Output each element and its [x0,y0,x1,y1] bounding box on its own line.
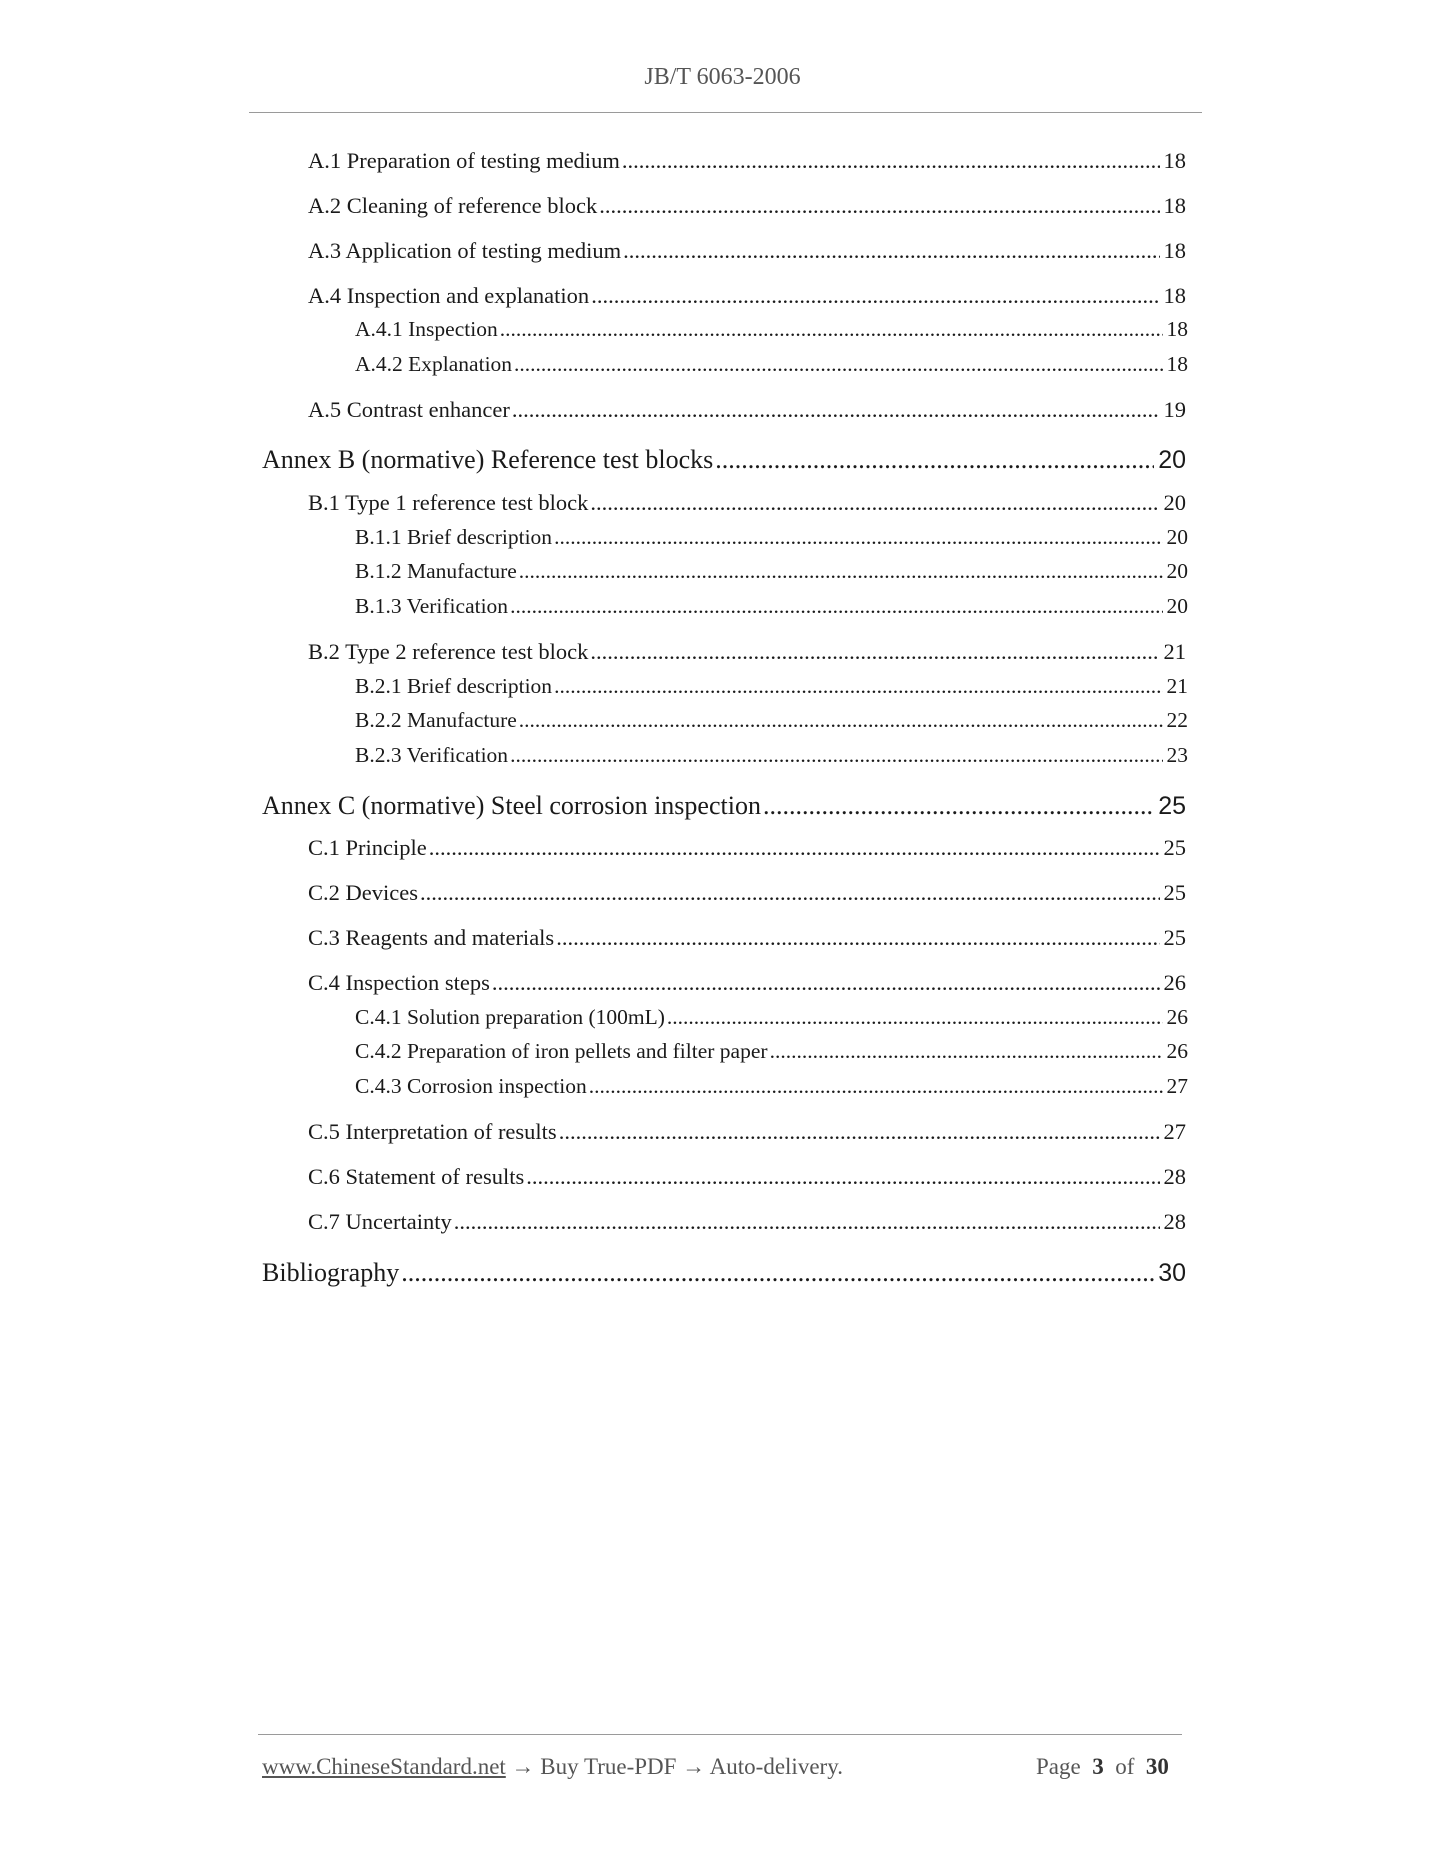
toc-entry-title: C.5 Interpretation of results [308,1119,557,1144]
toc-entry-title: C.2 Devices [308,880,418,905]
toc-leader-dots [591,283,1159,309]
footer-divider [258,1734,1182,1735]
toc-entry-section[interactable] [308,925,1186,951]
toc-entry-page: 27 [1163,1119,1186,1144]
toc-entry-page: 25 [1163,925,1186,950]
toc-entry-title: Annex B (normative) Reference test blocks [262,445,714,474]
toc-entry-page: 20 [1166,525,1188,549]
page-label: Page [1036,1754,1081,1779]
toc-leader-dots [492,970,1160,996]
toc-entry-title: Bibliography [262,1258,400,1287]
toc-entry-page: 25 [1163,835,1186,860]
toc-entry-section[interactable] [308,880,1186,906]
toc-leader-dots [589,1074,1163,1099]
toc-entry-title: A.2 Cleaning of reference block [308,193,598,218]
toc-leader-dots [623,238,1159,264]
toc-entry-page: 19 [1163,397,1186,422]
toc-entry-page: 28 [1163,1209,1186,1234]
toc-leader-dots [519,559,1163,584]
toc-leader-dots [510,594,1162,619]
toc-entry-section[interactable] [308,970,1186,996]
toc-leader-dots [420,880,1160,906]
toc-leader-dots [512,397,1160,423]
toc-entry-title: B.1 Type 1 reference test block [308,490,589,515]
toc-entry-subsection[interactable] [355,674,1188,699]
toc-entry-subsection[interactable] [355,525,1188,550]
toc-entry-title: C.6 Statement of results [308,1164,525,1189]
toc-entry-section[interactable] [308,193,1186,219]
toc-entry-section[interactable] [308,835,1186,861]
toc-leader-dots [599,193,1159,219]
toc-leader-dots [554,525,1162,550]
toc-entry-subsection[interactable] [355,1005,1188,1030]
toc-entry-title: C.4.3 Corrosion inspection [355,1074,587,1098]
toc-entry-title: C.3 Reagents and materials [308,925,555,950]
toc-entry-title: B.2.3 Verification [355,743,509,767]
toc-leader-dots [667,1005,1163,1030]
page-total: 30 [1145,1754,1169,1779]
toc-leader-dots [519,708,1163,733]
toc-entry-title: A.1 Preparation of testing medium [308,148,620,173]
toc-entry-section[interactable] [308,148,1186,174]
footer-promo [262,1754,843,1780]
toc-entry-page: 28 [1163,1164,1186,1189]
toc-entry-subsection[interactable] [355,594,1188,619]
toc-leader-dots [590,490,1159,516]
toc-entry-page: 20 [1166,594,1188,618]
toc-entry-title: C.4 Inspection steps [308,970,490,995]
toc-entry-title: Annex C (normative) Steel corrosion inspection [262,791,761,820]
toc-leader-dots [514,352,1162,377]
document-code: JB/T 6063-2006 [644,64,801,90]
toc-entry-section[interactable] [308,283,1186,309]
toc-entry-title: B.1.1 Brief description [355,525,553,549]
toc-entry-subsection[interactable] [355,559,1188,584]
toc-entry-title: C.4.2 Preparation of iron pellets and filter paper [355,1039,768,1063]
toc-entry-subsection[interactable] [355,317,1188,342]
toc-entry-page: 18 [1163,148,1186,173]
toc-entry-annex[interactable] [262,1258,1186,1288]
toc-leader-dots [590,639,1159,665]
arrow-right-icon: → [511,1754,535,1779]
toc-entry-title: A.4 Inspection and explanation [308,283,590,308]
toc-entry-page: 26 [1163,970,1186,995]
page-of-label: of [1115,1754,1135,1779]
toc-leader-dots [556,925,1159,951]
toc-entry-page: 25 [1163,880,1186,905]
toc-entry-title: B.2.2 Manufacture [355,708,517,732]
toc-leader-dots [510,743,1162,768]
toc-leader-dots [401,1258,1154,1288]
toc-leader-dots [454,1209,1160,1235]
toc-leader-dots [715,445,1154,475]
toc-entry-page: 18 [1163,238,1186,263]
toc-entry-page: 20 [1166,559,1188,583]
toc-entry-page: 23 [1166,743,1188,767]
toc-entry-page: 21 [1166,674,1188,698]
toc-entry-page: 22 [1166,708,1188,732]
toc-entry-page: 27 [1166,1074,1188,1098]
toc-entry-page: 25 [1158,792,1186,820]
toc-entry-annex[interactable] [262,445,1186,475]
toc-entry-title: C.7 Uncertainty [308,1209,452,1234]
toc-entry-page: 20 [1163,490,1186,515]
toc-leader-dots [763,791,1154,821]
toc-leader-dots [559,1119,1160,1145]
toc-leader-dots [500,317,1163,342]
toc-entry-page: 26 [1166,1039,1188,1063]
toc-entry-section[interactable] [308,1164,1186,1190]
toc-entry-title: A.3 Application of testing medium [308,238,622,263]
toc-entry-subsection[interactable] [355,1039,1188,1064]
website-link[interactable]: www.ChineseStandard.net [262,1754,506,1779]
toc-entry-page: 20 [1158,446,1186,474]
toc-leader-dots [526,1164,1159,1190]
toc-entry-title: A.5 Contrast enhancer [308,397,510,422]
toc-entry-page: 30 [1158,1259,1186,1287]
toc-entry-title: B.1.3 Verification [355,594,509,618]
toc-leader-dots [770,1039,1163,1064]
toc-entry-title: C.4.1 Solution preparation (100mL) [355,1005,665,1029]
toc-entry-title: B.1.2 Manufacture [355,559,517,583]
toc-entry-section[interactable] [308,639,1186,665]
toc-entry-section[interactable] [308,490,1186,516]
toc-leader-dots [554,674,1162,699]
toc-entry-subsection[interactable] [355,708,1188,733]
auto-delivery-text: Auto-delivery. [709,1754,843,1779]
toc-entry-title: B.2 Type 2 reference test block [308,639,589,664]
toc-entry-section[interactable] [308,1209,1186,1235]
toc-entry-title: C.1 Principle [308,835,427,860]
buy-pdf-text: Buy True-PDF [540,1754,677,1779]
toc-entry-section[interactable] [308,397,1186,423]
toc-entry-subsection[interactable] [355,743,1188,768]
toc-entry-section[interactable] [308,238,1186,264]
toc-entry-subsection[interactable] [355,352,1188,377]
toc-entry-section[interactable] [308,1119,1186,1145]
page-number [1036,1754,1169,1780]
toc-entry-page: 21 [1163,639,1186,664]
toc-entry-title: B.2.1 Brief description [355,674,553,698]
page-current: 3 [1092,1754,1104,1779]
toc-entry-page: 18 [1163,283,1186,308]
toc-entry-title: A.4.2 Explanation [355,352,513,376]
toc-leader-dots [429,835,1160,861]
toc-entry-page: 18 [1166,352,1188,376]
arrow-right-icon: → [682,1754,706,1779]
toc-entry-title: A.4.1 Inspection [355,317,498,341]
toc-entry-page: 18 [1166,317,1188,341]
toc-entry-page: 26 [1166,1005,1188,1029]
toc-entry-page: 18 [1163,193,1186,218]
toc-entry-subsection[interactable] [355,1074,1188,1099]
toc-leader-dots [622,148,1160,174]
toc-entry-annex[interactable] [262,791,1186,821]
